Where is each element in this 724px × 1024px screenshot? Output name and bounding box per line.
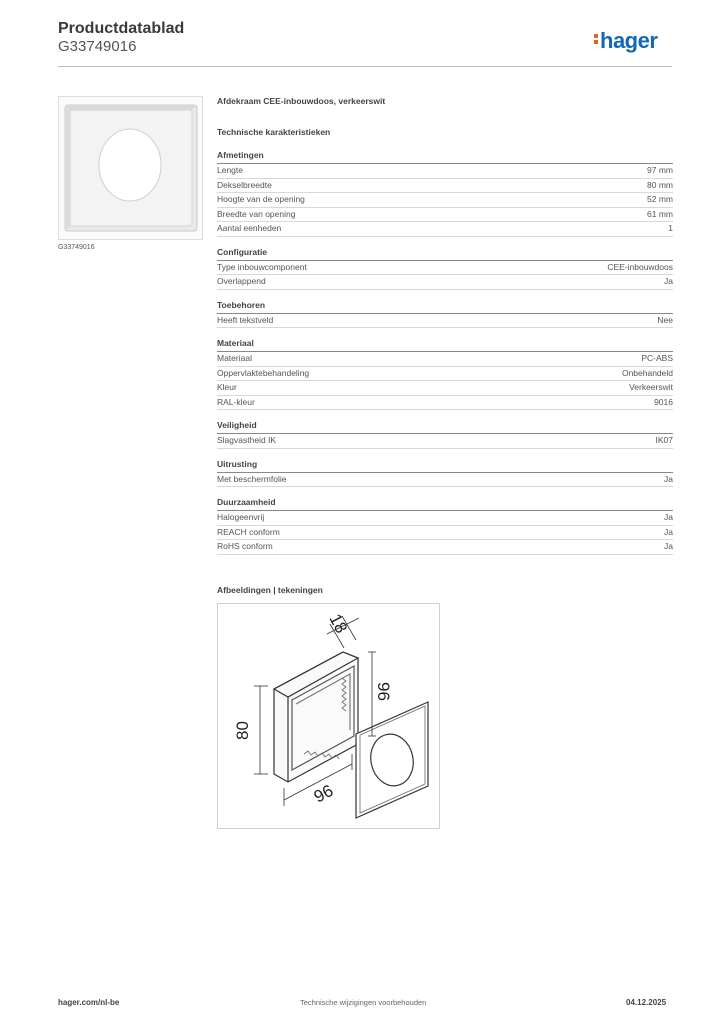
spec-value: CEE-inbouwdoos (607, 261, 673, 272)
footer-disclaimer: Technische wijzigingen voorbehouden (300, 998, 427, 1007)
spec-label: Heeft tekstveld (217, 314, 274, 325)
spec-row (217, 396, 673, 411)
spec-value: Onbehandeld (621, 367, 673, 378)
spec-value: Ja (664, 276, 673, 286)
spec-label: Halogeenvrij (217, 512, 265, 522)
spec-value: 52 mm (647, 194, 673, 204)
spec-label: Slagvastheid IK (217, 435, 277, 445)
product-name: Afdekraam CEE-inbouwdoos, verkeerswit (217, 96, 386, 106)
spec-row (217, 526, 673, 541)
spec-row (217, 275, 673, 290)
header-divider (58, 66, 672, 67)
spec-row (217, 473, 673, 488)
spec-label: Type inbouwcomponent (217, 261, 307, 272)
spec-label: Kleur (217, 382, 237, 392)
spec-value: Ja (664, 473, 673, 484)
cover-frame-photo (59, 97, 202, 239)
section-title: Afmetingen (217, 150, 673, 164)
spec-label: RoHS conform (217, 541, 273, 551)
spec-row (217, 381, 673, 396)
product-code: G33749016 (58, 38, 137, 55)
spec-value: Nee (657, 314, 673, 325)
spec-value: 9016 (654, 396, 673, 407)
spec-value: 1 (668, 223, 673, 233)
spec-label: RAL-kleur (217, 396, 255, 407)
logo-text: hager (600, 28, 658, 53)
spec-section (217, 420, 673, 449)
dim-height-left: 80 (233, 721, 252, 740)
spec-row (217, 434, 673, 449)
spec-row (217, 511, 673, 526)
spec-section (217, 150, 673, 237)
spec-row (217, 179, 673, 194)
spec-row (217, 208, 673, 223)
spec-value: 97 mm (647, 165, 673, 175)
spec-value: Ja (664, 526, 673, 537)
spec-label: Hoogte van de opening (217, 194, 305, 204)
spec-row (217, 352, 673, 367)
section-title: Configuratie (217, 247, 673, 261)
tech-heading: Technische karakteristieken (217, 127, 331, 137)
logo-dots-icon (594, 32, 598, 46)
spec-label: Aantal eenheden (217, 223, 282, 233)
spec-value: Verkeerswit (629, 382, 673, 392)
spec-sections (217, 150, 673, 555)
product-image (58, 96, 203, 240)
spec-label: Overlappend (217, 276, 266, 286)
spec-row (217, 314, 673, 329)
spec-section (217, 497, 673, 555)
dim-width-bottom: 96 (310, 780, 337, 807)
spec-row (217, 222, 673, 237)
spec-value: IK07 (655, 435, 673, 445)
dim-depth: 18 (325, 610, 352, 637)
spec-value: PC-ABS (641, 353, 673, 363)
spec-value: Ja (664, 512, 673, 522)
spec-row (217, 164, 673, 179)
spec-label: Breedte van opening (217, 208, 296, 219)
spec-table (217, 96, 673, 555)
section-title: Veiligheid (217, 420, 673, 434)
spec-row (217, 261, 673, 276)
spec-row (217, 367, 673, 382)
footer-website[interactable]: hager.com/nl-be (58, 998, 120, 1007)
spec-section (217, 459, 673, 488)
technical-drawing (217, 603, 440, 829)
section-title: Duurzaamheid (217, 497, 673, 511)
page-title: Productdatablad (58, 20, 185, 37)
spec-value: 61 mm (647, 208, 673, 219)
spec-label: REACH conform (217, 526, 280, 537)
spec-value: 80 mm (647, 179, 673, 190)
dimension-drawing (218, 604, 439, 828)
spec-row (217, 193, 673, 208)
spec-section (217, 247, 673, 290)
dim-height-right: 96 (374, 682, 393, 701)
spec-value: Ja (664, 541, 673, 551)
spec-label: Materiaal (217, 353, 252, 363)
section-title: Uitrusting (217, 459, 673, 473)
hager-logo (594, 28, 657, 54)
section-title: Toebehoren (217, 300, 673, 314)
footer-date: 04.12.2025 (626, 998, 667, 1007)
spec-row (217, 540, 673, 555)
drawing-heading: Afbeeldingen | tekeningen (217, 585, 323, 595)
spec-label: Oppervlaktebehandeling (217, 367, 310, 378)
spec-section (217, 338, 673, 410)
spec-label: Dekselbreedte (217, 179, 272, 190)
image-caption: G33749016 (58, 244, 95, 251)
spec-label: Met beschermfolie (217, 473, 287, 484)
spec-label: Lengte (217, 165, 243, 175)
section-title: Materiaal (217, 338, 673, 352)
spec-section (217, 300, 673, 329)
